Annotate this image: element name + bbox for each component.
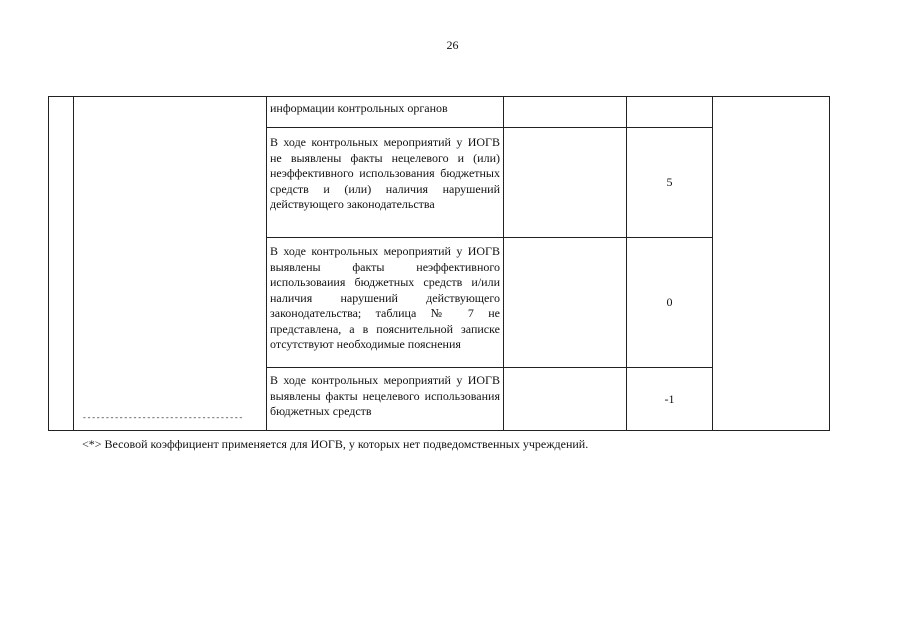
criterion-description: В ходе контрольных мероприятий у ИОГВ выявлены факты нецелевого использования бюджетных средств — [267, 368, 504, 431]
footnote-text: <*> Весовой коэффициент применяется для ИОГВ, у которых нет подведомственных учреждений. — [82, 437, 589, 451]
criterion-description: информации контрольных органов — [267, 97, 504, 128]
score-cell — [627, 97, 713, 128]
formula-cell — [504, 97, 627, 128]
page-number: 26 — [446, 38, 459, 52]
formula-cell — [504, 238, 627, 368]
score-cell: 5 — [627, 128, 713, 238]
footnote-separator: ----------------------------------- — [82, 414, 244, 423]
indicator-cell — [74, 97, 267, 431]
score-cell: -1 — [627, 368, 713, 431]
table-row — [49, 97, 830, 128]
formula-cell — [504, 368, 627, 431]
criteria-table — [48, 96, 830, 431]
criterion-description: В ходе контрольных мероприятий у ИОГВ не выявлены факты нецелевого и (или) неэффективного использования бюджетных средств и (или) наличия нарушений действующего законодательства — [267, 128, 504, 238]
score-cell: 0 — [627, 238, 713, 368]
weight-cell — [713, 97, 830, 431]
formula-cell — [504, 128, 627, 238]
criterion-description: В ходе контрольных мероприятий у ИОГВ выявлены факты неэффективного использоваиия бюджетных средств и/или наличия нарушений действующего законодательства; таблица № 7 не представлена, а в пояснительной записке отсутствуют необходимые пояснения — [267, 238, 504, 368]
number-cell — [49, 97, 74, 431]
